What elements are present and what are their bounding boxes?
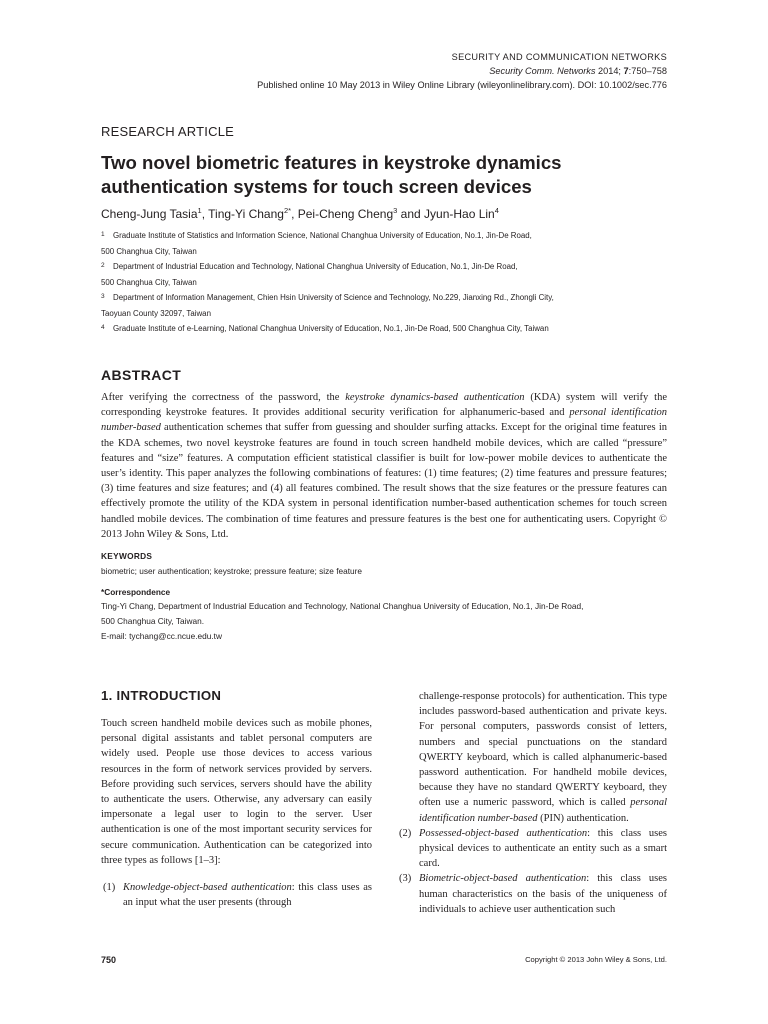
affiliation-text: Graduate Institute of Statistics and Information Science, National Changhua University of Education, No.1, Jin-De Road, (113, 231, 532, 240)
abstract-italic: keystroke dynamics-based authentication (345, 392, 525, 403)
journal-header (257, 50, 667, 92)
keywords-text: biometric; user authentication; keystroke; pressure feature; size feature (101, 566, 363, 576)
list-text: (PIN) authentication. (537, 812, 629, 824)
affiliation-item (101, 228, 681, 244)
author-affil-sup (284, 206, 291, 215)
list-number: (2) (399, 827, 412, 839)
citation-journal: Security Comm. Networks (489, 66, 596, 76)
article-type-label: RESEARCH ARTICLE (101, 124, 234, 139)
author-affil-sup: 3 (393, 206, 398, 215)
footer-copyright: Copyright © 2013 John Wiley & Sons, Ltd. (525, 955, 667, 964)
correspondence-line: Ting-Yi Chang, Department of Industrial Education and Technology, National Changhua University of Education, No.1, Jin-De Road, (101, 601, 584, 611)
journal-name: SECURITY AND COMMUNICATION NETWORKS (451, 52, 667, 62)
correspondence-body (101, 599, 681, 643)
affiliation-number: 3 (101, 293, 105, 300)
list-item-continued (397, 689, 667, 826)
citation-year: 2014; (595, 66, 624, 76)
author-separator: and (397, 207, 425, 221)
affiliation-text: Department of Information Management, Chien Hsin University of Science and Technology, No.229, Jianxing Rd., Zhongli City, (113, 293, 554, 302)
abstract-body (101, 390, 667, 542)
keywords-heading: KEYWORDS (101, 551, 153, 561)
affiliation-text: Department of Industrial Education and Technology, National Changhua University of Education, No.1, Jin-De Road, (113, 262, 518, 271)
affiliation-number: 1 (101, 231, 105, 238)
abstract-text: After verifying the correctness of the password, the (101, 392, 346, 403)
right-column (397, 689, 667, 917)
corresponding-star: * (288, 206, 292, 215)
list-text: challenge-response protocols) for authentication. This type includes password-based authentication and private keys. For personal computers, passwords consist of letters, numbers and special punctuations on the standard QWERTY keyboard, which is called alphanumeric-based password authentication. For handheld mobile devices, because they have no standard QWERTY keyboard, they often use a numeric password, which is called (419, 691, 667, 809)
citation-pages: :750–758 (628, 66, 667, 76)
citation-volume: 7 (623, 66, 629, 76)
author-affil-num: 2 (283, 206, 289, 215)
list-item (397, 871, 667, 917)
affiliation-text-cont: 500 Changhua City, Taiwan (101, 277, 197, 287)
journal-citation (257, 64, 667, 78)
correspondence-heading: *Correspondence (101, 587, 171, 597)
list-text: : this class uses as an input what the user presents (through (123, 882, 373, 909)
list-item (397, 826, 667, 872)
list-text: : this class uses physical devices to authenticate an entity such as a smart card. (419, 827, 667, 870)
affiliation-text: Graduate Institute of e-Learning, National Changhua University of Education, No.1, Jin-De Road, 500 Changhua City, Taiwan (113, 324, 549, 333)
abstract-text: authentication schemes that suffer from guessing and shoulder surfing attacks. Except for the original time features in the KDA schemes, two novel keystroke features are found in touch screen handheld mobile devices, which are called “pressure” features and “size” features. A computation efficient statistical classifier is built for low-power mobile devices to authenticate the user’s identity. This paper analyzes the following combinations of features: (1) time features; (2) time features and pressure features; (3) time features and size features; and (4) all features combined. The result shows that the size features or the pressure features can effectively promote the utility of the KDA system in personal identification number-based authentication schemes for touch screen handled mobile devices. The combination of time features and pressure features is the best one for authenticating users. Copyright © 2013 John Wiley & Sons, Ltd. (101, 422, 667, 540)
abstract-text: (KDA) system will verify the corresponding keystroke features. It provides additional security verification for alphanumeric-based and (101, 392, 667, 419)
author-list (101, 206, 499, 221)
list-item (101, 880, 372, 910)
affiliations (101, 228, 681, 337)
list-term: personal identification number-based (419, 797, 667, 824)
list-term: Biometric-object-based authentication (419, 873, 587, 885)
affiliation-text-cont: 500 Changhua City, Taiwan (101, 246, 197, 256)
affiliation-item (101, 259, 681, 275)
affiliation-text-cont: Taoyuan County 32097, Taiwan (101, 308, 211, 318)
author-name: Pei-Cheng Cheng (297, 207, 394, 221)
correspondence-line: 500 Changhua City, Taiwan. (101, 615, 205, 626)
affiliation-item (101, 321, 681, 337)
list-number: (1) (103, 882, 116, 894)
page-number: 750 (101, 955, 117, 965)
publication-info: Published online 10 May 2013 in Wiley Online Library (wileyonlinelibrary.com). DOI: 10.1002/sec.776 (257, 80, 667, 90)
intro-paragraph: Touch screen handheld mobile devices such as mobile phones, personal digital assistants and tablet personal computers are widely used. People use those devices to access various resources in the form of network services provided by servers. Before providing such services, servers should have the ability to authenticate the users. Otherwise, any adversary can easily impersonate a legal user to login to the server. User authentication is one of the most important security services for secure communication. Authentication can be categorized into three types as follows [1–3]: (101, 718, 372, 866)
list-number: (3) (399, 873, 412, 885)
author-affil-sup: 1 (197, 206, 202, 215)
correspondence-email: E-mail: tychang@cc.ncue.edu.tw (101, 630, 222, 641)
abstract-italic: personal identification number-based (101, 407, 667, 434)
introduction-heading: 1. INTRODUCTION (101, 688, 222, 703)
author-name: Ting-Yi Chang (208, 207, 284, 221)
author-separator: , (291, 207, 298, 221)
abstract-heading: ABSTRACT (101, 367, 182, 383)
author-name: Jyun-Hao Lin (424, 207, 495, 221)
affiliation-number: 4 (101, 324, 105, 331)
article-title: Two novel biometric features in keystroke dynamics authentication systems for touch screen devices (101, 152, 562, 197)
affiliation-number: 2 (101, 262, 105, 269)
author-affil-sup: 4 (494, 206, 499, 215)
author-separator: , (201, 207, 209, 221)
author-name: Cheng-Jung Tasia (101, 207, 198, 221)
affiliation-item (101, 290, 681, 306)
list-term: Knowledge-object-based authentication (123, 882, 292, 894)
left-column (101, 716, 372, 910)
list-text: : this class uses human characteristics on the basis of the uniqueness of individuals to achieve user authentication such (419, 873, 667, 915)
list-term: Possessed-object-based authentication (419, 827, 588, 839)
